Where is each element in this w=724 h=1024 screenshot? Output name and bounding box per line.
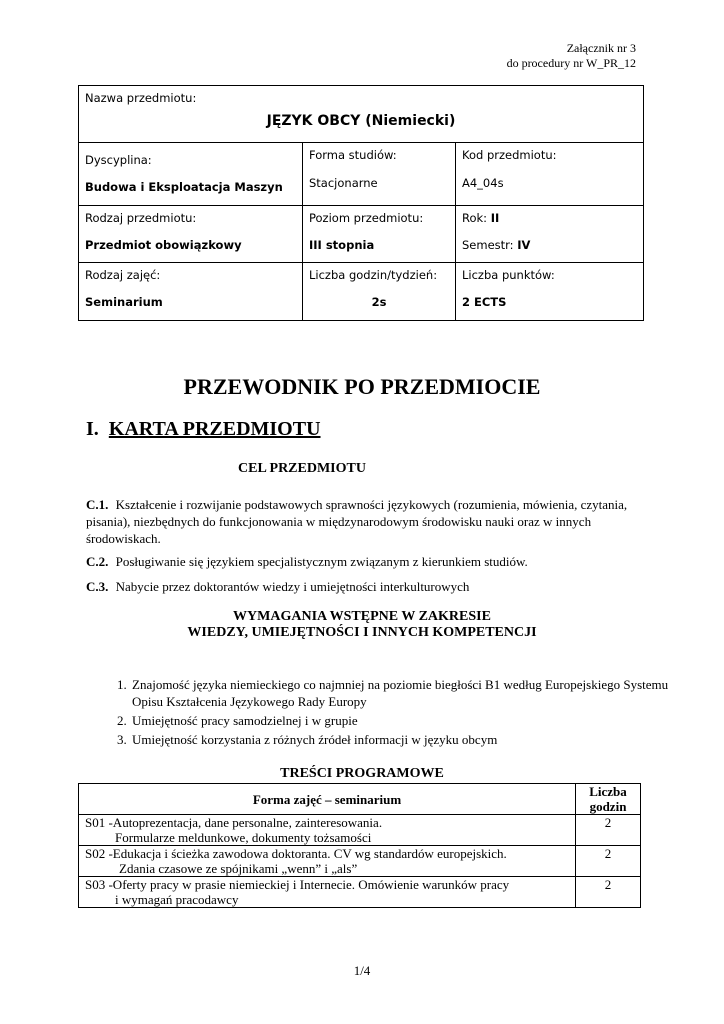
list-item: 3. Umiejętność korzystania z różnych źródeł informacji w języku obcym [130, 731, 670, 748]
topic-line1: S03 -Oferty pracy w prasie niemieckiej i Internecie. Omówienie warunków pracy [85, 877, 510, 892]
table-row [79, 877, 641, 908]
hours-header-line2: godzin [589, 799, 627, 814]
goal-code: C.1. [86, 497, 109, 512]
course-code-value: A4_04s [462, 176, 504, 190]
course-name-row [79, 86, 644, 143]
attachment-line2: do procedury nr W_PR_12 [506, 56, 636, 70]
topic-line2: Formularze meldunkowe, dokumenty tożsamości [115, 830, 372, 845]
requirements-heading [0, 609, 724, 641]
study-form-cell [303, 143, 456, 206]
program-table [78, 783, 641, 908]
program-form-header: Forma zajęć – seminarium [79, 784, 576, 815]
program-hours-cell: 2 [576, 815, 641, 846]
class-type-cell [79, 263, 303, 321]
list-item: 1. Znajomość języka niemieckiego co najmniej na poziomie biegłości B1 według Europejskiego Systemu Opisu Kształcenia Językowego Rady Europy [130, 676, 670, 710]
topic-line2: Zdania czasowe ze spójnikami „wenn” i „als” [119, 861, 358, 876]
goal-item [86, 553, 631, 570]
goal-text: Posługiwanie się językiem specjalistycznym związanym z kierunkiem studiów. [115, 554, 528, 569]
goal-code: C.2. [86, 554, 109, 569]
course-info-table [78, 85, 644, 321]
discipline-cell [79, 143, 303, 206]
section-number: I. [86, 418, 99, 440]
program-heading: TREŚCI PROGRAMOWE [280, 766, 444, 781]
goal-item [86, 578, 631, 595]
goal-code: C.3. [86, 579, 109, 594]
goal-text: Kształcenie i rozwijanie podstawowych sprawności językowych (rozumienia, mówienia, czytania, pisania), niezbędnych do funkcjonowania w międzynarodowym środowisku nauki oraz w innych środowiskach. [86, 497, 628, 546]
course-level-label: Poziom przedmiotu: [309, 211, 424, 225]
course-name-cell [79, 86, 644, 143]
points-value: 2 ECTS [462, 295, 507, 309]
section-title: KARTA PRZEDMIOTU [108, 418, 321, 440]
class-type-label: Rodzaj zajęć: [85, 268, 161, 282]
requirements-heading-line1: WYMAGANIA WSTĘPNE W ZAKRESIE [233, 609, 491, 624]
class-type-value: Seminarium [85, 295, 163, 309]
program-hours-header [576, 784, 641, 815]
topic-line1: S02 -Edukacja i ścieżka zawodowa doktoranta. CV wg standardów europejskich. [85, 846, 507, 861]
course-row-4 [79, 263, 644, 321]
hours-label: Liczba godzin/tydzień: [309, 268, 438, 282]
attachment-line1: Załącznik nr 3 [566, 41, 636, 55]
requirements-list [106, 676, 670, 750]
requirements-heading-line2: WIEDZY, UMIEJĘTNOŚCI I INNYCH KOMPETENCJI [187, 625, 537, 640]
semester-value: IV [517, 238, 531, 252]
year-label: Rok: [462, 211, 488, 225]
course-name-value: JĘZYK OBCY (Niemiecki) [266, 113, 456, 129]
topic-line1: S01 -Autoprezentacja, dane personalne, zainteresowania. [85, 815, 383, 830]
course-type-cell [79, 206, 303, 263]
goal-text: Nabycie przez doktorantów wiedzy i umiejętności interkulturowych [115, 579, 470, 594]
year-value: II [490, 211, 500, 225]
course-level-value: III stopnia [309, 238, 375, 252]
program-topic-cell [79, 877, 576, 908]
hours-cell [303, 263, 456, 321]
course-level-cell [303, 206, 456, 263]
program-header-row [79, 784, 641, 815]
program-hours-cell: 2 [576, 877, 641, 908]
section-heading [86, 418, 321, 441]
program-hours-cell: 2 [576, 846, 641, 877]
year-semester-cell [456, 206, 644, 263]
page-number: 1/4 [353, 963, 371, 978]
page-title: PRZEWODNIK PO PRZEDMIOCIE [183, 374, 541, 399]
topic-line2: i wymagań pracodawcy [115, 892, 239, 907]
course-type-value: Przedmiot obowiązkowy [85, 238, 242, 252]
course-code-cell [456, 143, 644, 206]
hours-header-line1: Liczba [589, 784, 627, 799]
year-line [462, 210, 637, 226]
course-code-label: Kod przedmiotu: [462, 148, 557, 162]
course-row-3 [79, 206, 644, 263]
semester-line [462, 237, 637, 253]
course-row-2 [79, 143, 644, 206]
attachment-note [507, 41, 636, 71]
points-cell [456, 263, 644, 321]
course-name-label: Nazwa przedmiotu: [85, 91, 197, 105]
hours-value: 2s [371, 295, 387, 309]
course-type-label: Rodzaj przedmiotu: [85, 211, 197, 225]
program-topic-cell [79, 846, 576, 877]
table-row [79, 846, 641, 877]
goal-item [86, 496, 631, 547]
study-form-label: Forma studiów: [309, 148, 397, 162]
points-label: Liczba punktów: [462, 268, 555, 282]
study-form-value: Stacjonarne [309, 176, 378, 190]
program-topic-cell [79, 815, 576, 846]
discipline-value: Budowa i Eksploatacja Maszyn [85, 180, 283, 194]
discipline-label: Dyscyplina: [85, 153, 152, 167]
list-item: 2. Umiejętność pracy samodzielnej i w grupie [130, 712, 670, 729]
semester-label: Semestr: [462, 238, 514, 252]
table-row [79, 815, 641, 846]
goals-heading: CEL PRZEDMIOTU [238, 461, 366, 476]
